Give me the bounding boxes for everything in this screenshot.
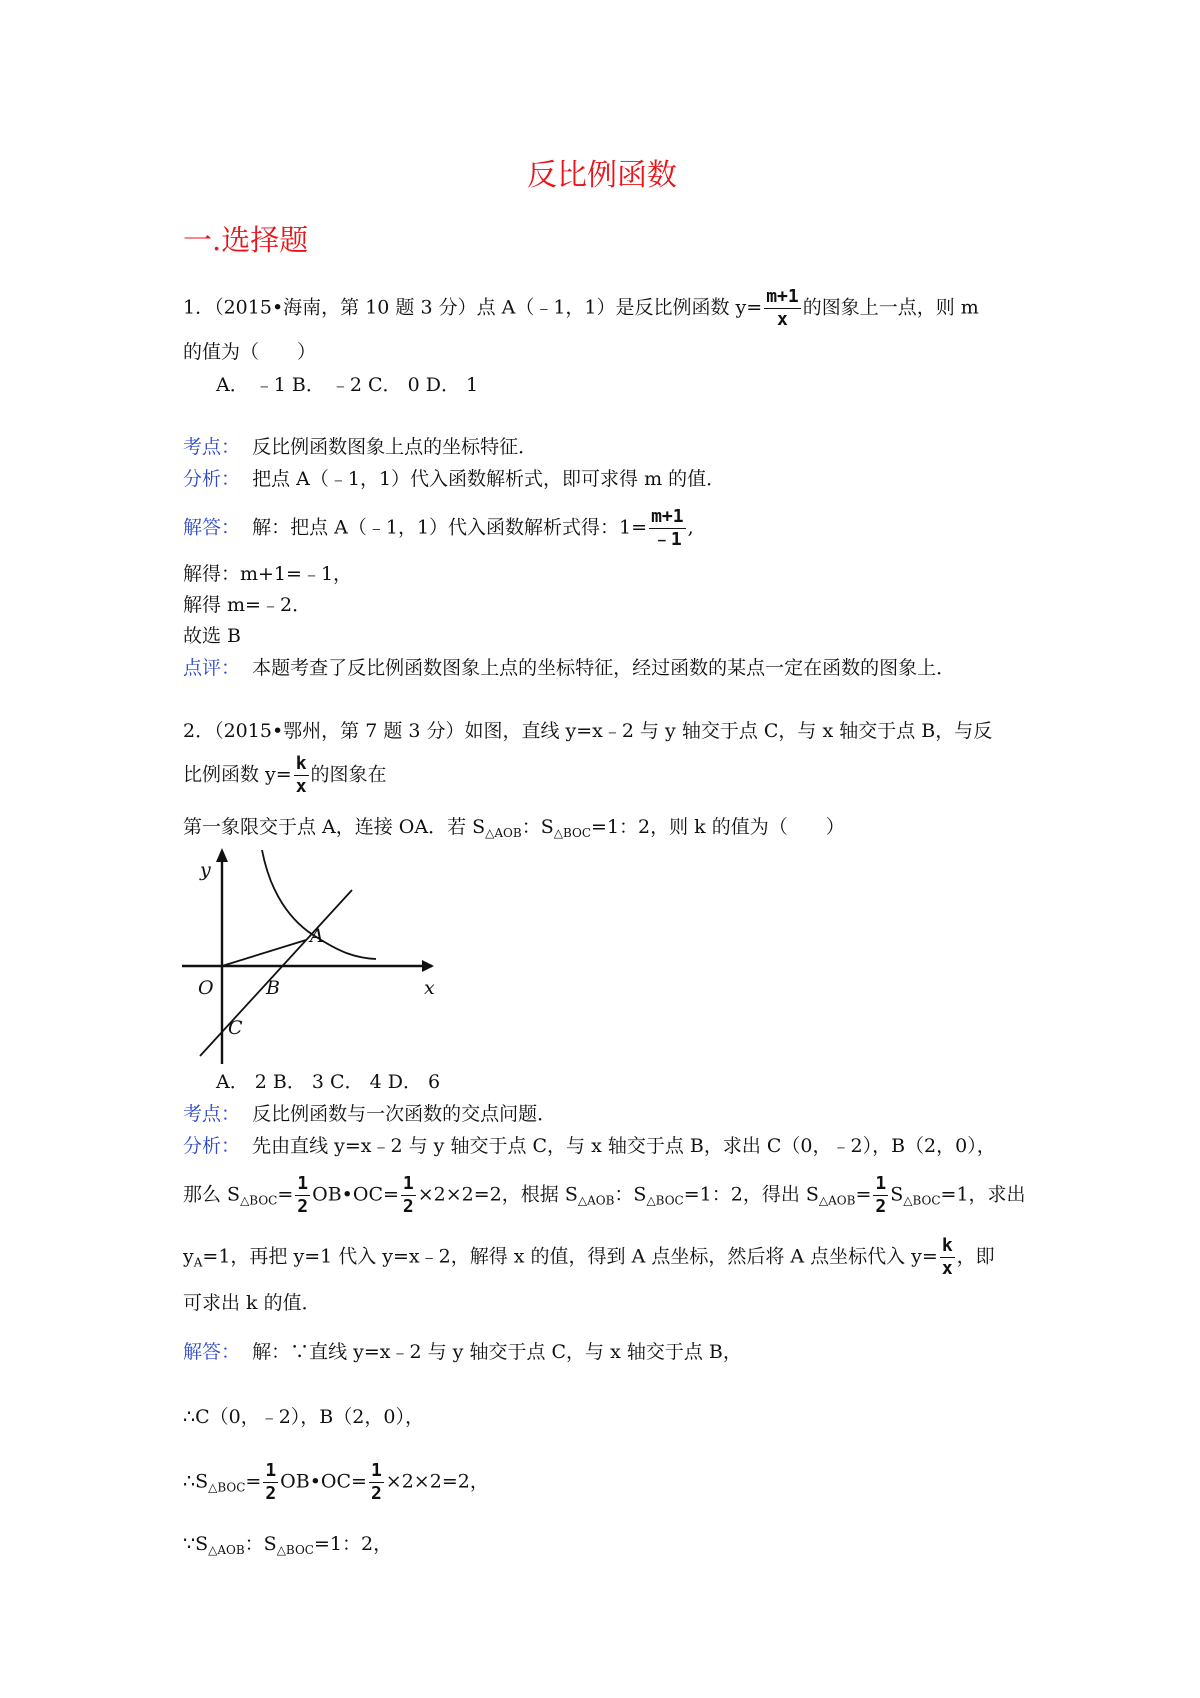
fraction-denominator: 2	[370, 1483, 382, 1504]
q1-stem-text: 1．（2015•海南，第 10 题 3 分）点 A（﹣1，1）是反比例函数 y=	[183, 296, 763, 319]
half-fraction	[263, 1462, 278, 1503]
q1-stem-text-2: 的图象上一点，则 m	[802, 296, 979, 319]
q2-stem-2	[183, 755, 387, 796]
fraction-denominator: 2	[297, 1196, 309, 1217]
jieda-comma: ,	[687, 516, 694, 539]
q2-options: A． 2 B． 3 C． 4 D． 6	[216, 1071, 441, 1093]
kaodian-text: 反比例函数与一次函数的交点问题．	[252, 1103, 557, 1125]
jieda-text: 解：把点 A（﹣1，1）代入函数解析式得：1=	[252, 516, 648, 539]
text: S	[890, 1183, 904, 1206]
x-axis	[182, 960, 434, 972]
graph-label-x: x	[424, 977, 435, 999]
q2-kaodian	[183, 1102, 556, 1126]
graph-label-y: y	[200, 859, 211, 881]
text: 那么 S	[183, 1183, 241, 1206]
text: =1，再把 y=1 代入 y=x﹣2，解得 x 的值，得到 A 点坐标，然后将 A 点坐标代入 y=	[202, 1245, 938, 1268]
text: ×2×2=2，	[385, 1470, 489, 1493]
q1-kaodian	[183, 435, 537, 459]
page-title: 反比例函数	[527, 158, 677, 193]
subscript: △AOB	[485, 826, 522, 840]
fenxi-label: 分析：	[183, 468, 241, 490]
text: =	[277, 1183, 294, 1206]
text: ∴S	[183, 1470, 209, 1493]
q2-fenxi-line-4: 可求出 k 的值．	[183, 1292, 321, 1314]
subscript: △BOC	[553, 826, 592, 840]
subscript: △AOB	[208, 1543, 245, 1557]
fraction-numerator: k	[941, 1235, 953, 1256]
fraction-denominator: 2	[265, 1483, 277, 1504]
text: =1：2，	[314, 1533, 393, 1555]
q1-step-1: 解得：m+1=﹣1，	[183, 563, 353, 585]
text: OB•OC=	[280, 1470, 367, 1493]
graph-label-b: B	[266, 977, 280, 999]
fenxi-text: 把点 A（﹣1，1）代入函数解析式，即可求得 m 的值．	[252, 468, 726, 490]
q2-stem: 2．（2015•鄂州，第 7 题 3 分）如图，直线 y=x﹣2 与 y 轴交于点 C，与 x 轴交于点 B，与反	[183, 720, 993, 742]
q1-fraction	[764, 288, 801, 329]
q1-step-2: 解得 m=﹣2．	[183, 594, 312, 616]
half-fraction	[295, 1175, 310, 1216]
kaodian-text: 反比例函数图象上点的坐标特征．	[252, 436, 538, 458]
fraction-numerator: 1	[297, 1173, 309, 1194]
q2-stem-text-2: 的图象在	[310, 763, 387, 786]
text: =	[245, 1470, 262, 1493]
half-fraction	[873, 1175, 888, 1216]
q2-solution-line-1: ∴C（0，﹣2），B（2，0），	[183, 1406, 424, 1428]
graph-label-o: O	[198, 977, 214, 999]
q2-stem-text-4: =1：2，则 k 的值为（ ）	[591, 816, 845, 838]
q2-stem-text-3: 第一象限交于点 A，连接 OA．若 S	[183, 816, 486, 838]
text: ，即	[956, 1245, 995, 1268]
text: y	[183, 1245, 194, 1268]
q2-fenxi-line-2	[183, 1175, 1026, 1216]
fraction-denominator: 2	[402, 1196, 414, 1217]
graph-label-c: C	[228, 1017, 243, 1039]
q2-solution-line-2	[183, 1462, 489, 1503]
fraction-numerator: 1	[370, 1460, 382, 1481]
text: ×2×2=2，根据 S	[417, 1183, 578, 1206]
text: ：S	[614, 1183, 647, 1206]
fraction-numerator: m+1	[651, 506, 684, 527]
k-over-x-fraction	[940, 1237, 955, 1278]
q2-stem-text: 比例函数 y=	[183, 763, 292, 786]
section-heading: 一.选择题	[183, 223, 309, 257]
subscript: △AOB	[577, 1193, 615, 1208]
text: =1，求出	[940, 1183, 1026, 1206]
text: ∵S	[183, 1533, 209, 1555]
subscript: △BOC	[646, 1193, 684, 1208]
q2-fraction	[294, 755, 309, 796]
text: =1：2，得出 S	[683, 1183, 819, 1206]
q1-dianping	[183, 656, 955, 680]
fraction-denominator: ﹣1	[652, 529, 682, 550]
q1-stem-end: 的值为（ ）	[183, 341, 317, 363]
text: =	[855, 1183, 872, 1206]
fraction-numerator: 1	[265, 1460, 277, 1481]
fenxi-label: 分析：	[183, 1135, 241, 1157]
kaodian-label: 考点：	[183, 1103, 241, 1125]
q1-jieda	[183, 508, 694, 549]
fraction-numerator: 1	[402, 1173, 414, 1194]
q2-graph	[180, 842, 440, 1064]
q2-solution-line-3	[183, 1532, 392, 1562]
dianping-text: 本题考查了反比例函数图象上点的坐标特征，经过函数的某点一定在函数的图象上．	[252, 657, 956, 679]
q1-step-3: 故选 B	[183, 625, 242, 647]
q2-fenxi	[183, 1134, 996, 1158]
subscript: △AOB	[818, 1193, 856, 1208]
half-fraction	[369, 1462, 384, 1503]
q2-stem-3	[183, 815, 845, 845]
q1-fraction-numerator: m+1	[766, 286, 799, 307]
subscript: A	[193, 1255, 203, 1270]
graph-label-a: A	[310, 925, 324, 947]
jieda-label: 解答：	[183, 516, 241, 539]
q1-jieda-fraction	[649, 508, 686, 549]
fraction-denominator: 2	[875, 1196, 887, 1217]
q1-options: A． ﹣1 B． ﹣2 C． 0 D． 1	[216, 374, 479, 396]
fraction-denominator: x	[295, 776, 307, 797]
kaodian-label: 考点：	[183, 436, 241, 458]
q1-fraction-denominator: x	[777, 309, 788, 330]
fraction-numerator: 1	[875, 1173, 887, 1194]
dianping-label: 点评：	[183, 657, 241, 679]
q2-jieda	[183, 1340, 742, 1364]
subscript: △BOC	[903, 1193, 941, 1208]
jieda-text: 解：∵直线 y=x﹣2 与 y 轴交于点 C，与 x 轴交于点 B，	[252, 1341, 742, 1363]
half-fraction	[401, 1175, 416, 1216]
text: ：S	[244, 1533, 277, 1555]
subscript: △BOC	[208, 1480, 246, 1495]
subscript: △BOC	[240, 1193, 278, 1208]
fraction-numerator: k	[295, 753, 307, 774]
q2-colon: ：S	[521, 816, 554, 838]
q1-stem	[183, 288, 979, 329]
q1-fenxi	[183, 467, 725, 491]
fenxi-text: 先由直线 y=x﹣2 与 y 轴交于点 C，与 x 轴交于点 B，求出 C（0，﹣2），B（2，0），	[252, 1135, 996, 1157]
text: OB•OC=	[312, 1183, 399, 1206]
subscript: △BOC	[276, 1543, 314, 1557]
fraction-denominator: x	[941, 1258, 953, 1279]
q2-fenxi-line-3	[183, 1237, 995, 1278]
jieda-label: 解答：	[183, 1341, 241, 1363]
